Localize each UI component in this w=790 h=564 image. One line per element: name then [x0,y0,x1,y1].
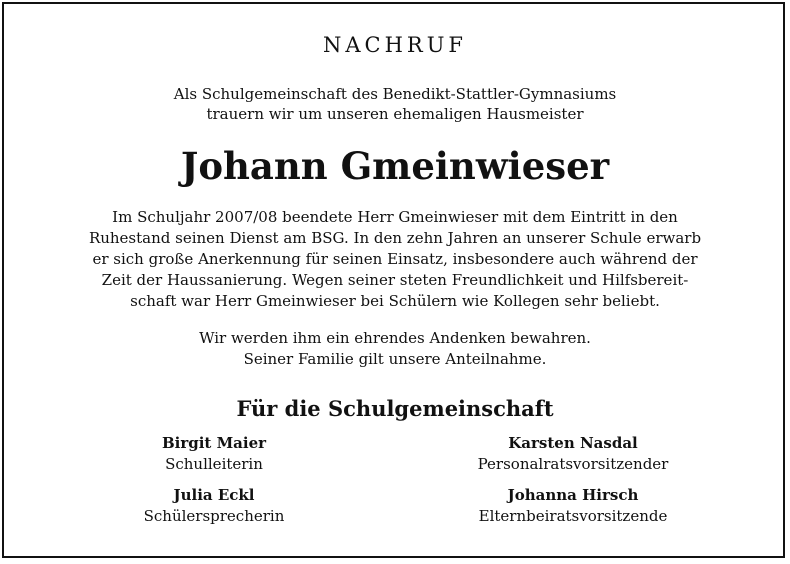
closing-line: Wir werden ihm ein ehrendes Andenken bewahren. [199,329,591,347]
signature-heading: Für die Schulgemeinschaft [236,396,554,421]
signatory-role: Elternbeiratsvorsitzende [478,507,668,525]
closing-line: Seiner Familie gilt unsere Anteilnahme. [243,350,547,368]
signatory [413,433,733,475]
body-line: Im Schuljahr 2007/08 beendete Herr Gmeinwieser mit dem Eintritt in den [112,208,678,226]
intro-line: Als Schulgemeinschaft des Benedikt-Stattler-Gymnasiums [173,85,617,103]
signatory [413,485,733,527]
signatory [54,485,374,527]
notice-heading: NACHRUF [322,33,467,57]
body-line: Ruhestand seinen Dienst am BSG. In den zehn Jahren an unserer Schule erwarb [88,229,702,247]
signatory-name: Birgit Maier [161,434,267,452]
body-line: schaft war Herr Gmeinwieser bei Schülern wie Kollegen sehr beliebt. [130,292,660,310]
signatory-role: Schulleiterin [165,455,263,473]
body-text [0,207,790,312]
deceased-name: Johann Gmeinwieser [180,144,610,188]
signatory-name: Julia Eckl [173,486,255,504]
signatory-name: Karsten Nasdal [508,434,638,452]
body-line: Zeit der Haussanierung. Wegen seiner steten Freundlichkeit und Hilfsbereit- [101,271,689,289]
signatory-role: Personalratsvorsitzender [477,455,669,473]
intro-text [0,84,790,124]
closing-text [0,328,790,370]
body-line: er sich große Anerkennung für seinen Einsatz, insbesondere auch während der [92,250,698,268]
intro-line: trauern wir um unseren ehemaligen Hausmeister [206,105,584,123]
signatory-role: Schülersprecherin [143,507,285,525]
signatory-name: Johanna Hirsch [507,486,639,504]
signatory [54,433,374,475]
